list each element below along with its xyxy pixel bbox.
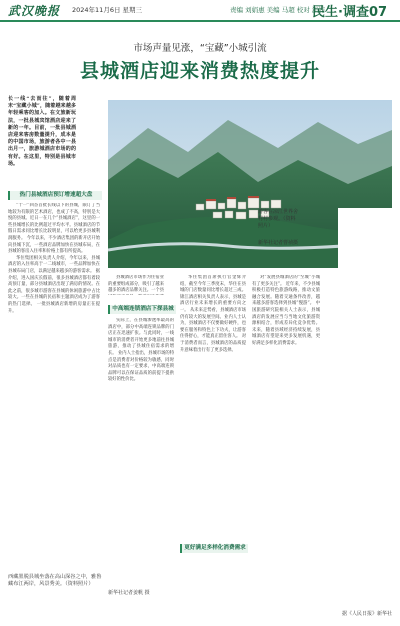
article-lead: 长一线“去而往”，随着周末“宝藏小城”，随着越来越多年轻乘客的加入。在文旅新玩法，一批县城宾馆酒店迎来了新的一年。目前，一批县城酒店迎来客房数量提升，成本是的中国市场，旅游者各中一县出月一，旅游城酒店市场的的有好。在这里，特别是县城市场。 [8, 96, 76, 167]
photo-bottom-credit: 新华社记者姜帆 摄 [108, 590, 150, 596]
subhead-hot-county-hotels: 热门县城酒店预订增速超大盘 [8, 191, 102, 200]
source-note: 据《人民日报》新华社 [341, 611, 392, 617]
column-6 [252, 275, 320, 605]
column-5 [180, 275, 246, 542]
landscape-photo [108, 100, 392, 268]
mountain-town-image [108, 100, 392, 268]
column-4 [108, 318, 174, 542]
article-kicker: 市场声量见涨，“宝藏”小城引流 [133, 43, 267, 54]
editor-credits: 责编 刘娟惠 美编 马超 校对 江浦 [230, 6, 325, 14]
newspaper-logo: 武汉晚报 [8, 4, 61, 18]
photo-side-credit: 新华社记者曹祯摄 [258, 240, 299, 246]
article-headline: 县城酒店迎来消费热度提升 [79, 60, 320, 82]
column-6-text: 对“发展县城酒店的”至城“小城有了更多关注”。 近年来，不少县城积极打造特色旅游线路，推动文旅融合发展。随着交通条件改善，越来越多游客选择到县城“慢游”。 中国旅游研究院相关人士表示，县城酒店的发展应当与当地文化旅游资源相结合，形成差异化竞争优势。 未来，随着县域经济持续发展，县城酒店有望迎来更多发展机遇，更好满足多样化消费需求。 [252, 275, 320, 346]
masthead [0, 0, 400, 22]
column-1-text: “十一”回答首批长线以下的县城，限订了当地较为有限的艺术酒店，也成了不高，特别是大悦的县城。近日一在几个“县城酒店”，这里的一些县城增长的比例超过平均水平。县城酒店的节假日需求同比增长比较明显，可以给更多县城利润服务。 今年以来，不少酒店集团的新开店开始向县城下沉，一些酒店品牌加快在县城布局，在县城的客房入住率和价格上都有所提高。 [8, 203, 100, 255]
column-4-text: 实际上，在县城渗透率最高的酒店中，部分中高端连锁品牌的门店正在迅速扩张。与此同时，一线城市的消费者开始更多地前往县城旅游，推动了县城住宿需求的增长。 业内人士指出，县城市场的特点是消费者对价格较为敏感，同时对品质也有一定要求，中高端连锁品牌可以在保证品质的前提下提供较好的性价比。 [108, 318, 174, 383]
section-tag: 民生·调查07 [312, 5, 388, 20]
photo-side-caption: 游客在凉江世界舍村村参观。（资料照片） [258, 209, 299, 229]
column-1 [8, 203, 100, 603]
column-3-text: 县城酒店市场作为住宿业的重要组成部分，吸引了越来越多的酒店品牌关注。一个县 [108, 275, 164, 294]
column-5-text: 华住集团首席执行官金辉介绍，截至今年三季度末，华住在县城的门店数量同比增长超过三成。锦江酒店相关负责人表示，县城是酒店行业未来增长的重要方向之一。 从未来走势看，县城酒店市场仍有较大的发展空间。业内人士认为，县城酒店不仅要做好硬件，也要在服务和特色上下功夫，让游客住得舒心，才能真正留住客人。 对于消费者而言，县城酒店的品质提升意味着出行有了更多选择。 [180, 275, 246, 353]
publication-date: 2024年11月6日 星期三 [72, 6, 143, 14]
column-3 [108, 275, 164, 295]
subhead-midrange-chains: 中高端连锁酒店下探县城 [108, 305, 176, 314]
photo-caption: 西藏墨脱县城坐落在高山深谷之中，雅鲁藏布江两岸，风景秀美。（资料照片） [8, 574, 102, 587]
column-2-text: 华住集团相关负责人介绍，今年以来，县城酒店的入住率高于一二线城市，一些品牌加快在县城布局门店，以满足越来越多的游客需求。 据介绍，进入国庆长假前，很多县城酒店都有着较高预订量，部分县城酒店出现了满房的情况。在此之前，很多城市游客在县城的休闲旅游中占比较大。一些在县城的民宿和主题酒店成为了游客的热门选择。 一批县城酒店新增的房量正在提升。 [8, 255, 100, 314]
subhead-diverse-demands: 更好满足多样化消费需求 [180, 544, 248, 553]
